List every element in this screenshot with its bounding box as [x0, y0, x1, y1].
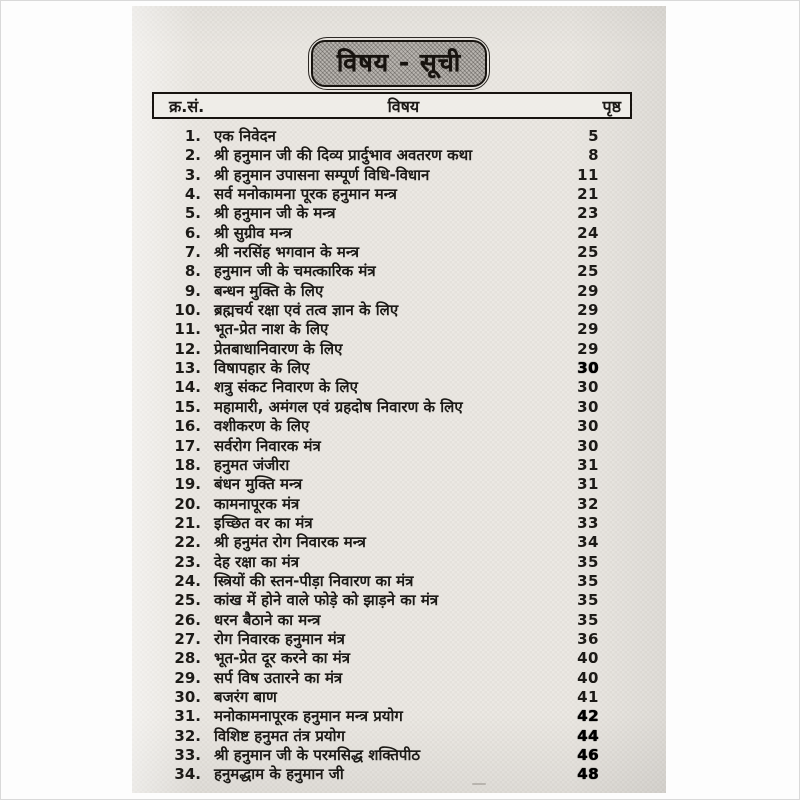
- header-serial-column: क्र.सं.: [169, 96, 205, 116]
- entry-subject: श्री हनुमंत रोग निवारक मन्त्र: [214, 533, 366, 552]
- entry-number: 17.: [174, 436, 201, 455]
- entry-number: 26.: [174, 610, 201, 629]
- entry-subject: बंधन मुक्ति मन्त्र: [214, 475, 303, 494]
- toc-entry: [132, 630, 666, 649]
- page-title: विषय - सूची: [311, 40, 487, 87]
- entry-page-number: 5: [588, 127, 599, 145]
- toc-entry: [132, 398, 666, 417]
- toc-entry: [132, 669, 666, 688]
- entry-page-number: 31: [577, 455, 599, 474]
- toc-entry: [132, 456, 666, 475]
- entry-number: 31.: [174, 707, 201, 726]
- entry-page-number: 23: [577, 204, 599, 223]
- toc-entry: [132, 166, 666, 185]
- entry-page-number: 25: [577, 262, 599, 281]
- entry-number: 12.: [174, 339, 201, 358]
- entry-subject: महामारी, अमंगल एवं ग्रहदोष निवारण के लिए: [214, 397, 463, 416]
- entry-page-number: 40: [577, 649, 599, 668]
- entry-subject: ब्रह्मचर्य रक्षा एवं तत्व ज्ञान के लिए: [214, 301, 399, 320]
- toc-entry: [132, 243, 666, 262]
- entry-subject: वशीकरण के लिए: [214, 417, 310, 436]
- entry-number: 21.: [174, 513, 201, 532]
- entry-number: 29.: [174, 668, 201, 687]
- entry-number: 8.: [184, 262, 201, 281]
- entry-subject: इच्छित वर का मंत्र: [214, 513, 313, 532]
- entry-page-number: 31: [577, 475, 599, 494]
- toc-entry: [132, 127, 666, 146]
- entry-number: 18.: [174, 455, 201, 474]
- entry-subject: श्री हनुमान जी के मन्त्र: [214, 204, 336, 223]
- entry-subject: विशिष्ट हनुमत तंत्र प्रयोग: [214, 726, 345, 745]
- header-page-column: पृष्ठ: [602, 96, 621, 116]
- entry-page-number: 8: [588, 146, 599, 165]
- entry-page-number: 29: [577, 320, 599, 339]
- entry-page-number: 35: [577, 552, 599, 571]
- entry-page-number: 29: [577, 339, 599, 358]
- entry-page-number: 42: [577, 707, 599, 726]
- entry-subject: मनोकामनापूरक हनुमान मन्त्र प्रयोग: [214, 707, 403, 726]
- toc-entry: [132, 572, 666, 591]
- entry-number: 16.: [174, 417, 201, 436]
- toc-entry: [132, 146, 666, 165]
- toc-entry: [132, 204, 666, 223]
- toc-header-row: [152, 92, 632, 119]
- entry-number: 13.: [174, 359, 201, 378]
- toc-entry: [132, 417, 666, 436]
- entry-number: 30.: [174, 687, 201, 706]
- entry-page-number: 29: [577, 301, 599, 320]
- entry-number: 25.: [174, 591, 201, 610]
- toc-entry: [132, 746, 666, 765]
- entry-page-number: 25: [577, 243, 599, 262]
- toc-entry: [132, 320, 666, 339]
- toc-entry: [132, 359, 666, 378]
- entry-subject: श्री हनुमान जी की दिव्य प्रार्दुभाव अवतरण कथा: [214, 146, 473, 165]
- entry-subject: एक निवेदन: [214, 127, 276, 145]
- toc-entry: [132, 707, 666, 726]
- entry-number: 14.: [174, 378, 201, 397]
- entry-page-number: 34: [577, 533, 599, 552]
- toc-entry: [132, 340, 666, 359]
- toc-entry: [132, 301, 666, 320]
- entry-page-number: 24: [577, 223, 599, 242]
- entry-subject: भूत-प्रेत नाश के लिए: [214, 320, 329, 339]
- toc-entry: [132, 611, 666, 630]
- entry-subject: देह रक्षा का मंत्र: [214, 552, 300, 571]
- entry-number: 32.: [174, 726, 201, 745]
- entry-number: 24.: [174, 571, 201, 590]
- toc-entry: [132, 688, 666, 707]
- entry-subject: बजरंग बाण: [214, 687, 277, 706]
- entry-number: 28.: [174, 649, 201, 668]
- entry-page-number: 44: [577, 726, 599, 745]
- entry-number: 2.: [184, 146, 201, 165]
- toc-list: [132, 127, 666, 785]
- book-page: [132, 6, 666, 793]
- entry-page-number: 35: [577, 610, 599, 629]
- toc-entry: [132, 553, 666, 572]
- entry-subject: सर्वरोग निवारक मंत्र: [214, 436, 321, 455]
- title-badge: [308, 37, 490, 90]
- entry-subject: प्रेतबाधानिवारण के लिए: [214, 339, 343, 358]
- toc-entry: [132, 591, 666, 610]
- entry-page-number: 30: [577, 397, 599, 416]
- toc-entry: [132, 765, 666, 784]
- entry-number: 1.: [184, 127, 201, 145]
- entry-subject: सर्व मनोकामना पूरक हनुमान मन्त्र: [214, 185, 397, 204]
- entry-page-number: 30: [577, 436, 599, 455]
- toc-entry: [132, 495, 666, 514]
- entry-page-number: 30: [577, 417, 599, 436]
- entry-page-number: 33: [577, 513, 599, 532]
- entry-subject: रोग निवारक हनुमान मंत्र: [214, 629, 345, 648]
- entry-page-number: 35: [577, 571, 599, 590]
- toc-entry: [132, 282, 666, 301]
- entry-page-number: 21: [577, 185, 599, 204]
- header-subject-column: विषय: [387, 96, 420, 116]
- toc-entry: [132, 224, 666, 243]
- title-area: [132, 37, 666, 90]
- entry-number: 34.: [174, 765, 201, 784]
- entry-number: 5.: [184, 204, 201, 223]
- entry-number: 27.: [174, 629, 201, 648]
- entry-subject: स्त्रियों की स्तन-पीड़ा निवारण का मंत्र: [214, 571, 414, 590]
- entry-page-number: 41: [577, 687, 599, 706]
- entry-number: 4.: [184, 185, 201, 204]
- toc-entry: [132, 262, 666, 281]
- entry-subject: श्री हनुमान उपासना सम्पूर्ण विधि-विधान: [214, 165, 430, 184]
- entry-page-number: 30: [577, 378, 599, 397]
- entry-number: 20.: [174, 494, 201, 513]
- toc-entry: [132, 727, 666, 746]
- entry-subject: शत्रु संकट निवारण के लिए: [214, 378, 358, 397]
- toc-entry: [132, 437, 666, 456]
- entry-number: 15.: [174, 397, 201, 416]
- entry-number: 3.: [184, 165, 201, 184]
- entry-subject: कांख में होने वाले फोड़े को झाड़ने का मंत्र: [214, 591, 439, 610]
- toc-entry: [132, 378, 666, 397]
- entry-number: 7.: [184, 243, 201, 262]
- entry-subject: हनुमत जंजीरा: [214, 455, 290, 474]
- entry-number: 9.: [184, 281, 201, 300]
- entry-subject: हनुमद्धाम के हनुमान जी: [214, 765, 344, 784]
- entry-page-number: 11: [577, 165, 599, 184]
- entry-subject: श्री नरसिंह भगवान के मन्त्र: [214, 243, 360, 262]
- entry-subject: सर्प विष उतारने का मंत्र: [214, 668, 343, 687]
- entry-number: 11.: [174, 320, 201, 339]
- entry-subject: कामनापूरक मंत्र: [214, 494, 300, 513]
- entry-page-number: 30: [577, 359, 599, 378]
- entry-number: 6.: [184, 223, 201, 242]
- toc-entry: [132, 475, 666, 494]
- toc-entry: [132, 533, 666, 552]
- toc-entry: [132, 514, 666, 533]
- entry-number: 23.: [174, 552, 201, 571]
- entry-page-number: 32: [577, 494, 599, 513]
- scan-smudge: [472, 783, 486, 785]
- entry-number: 33.: [174, 746, 201, 764]
- entry-page-number: 48: [577, 765, 599, 784]
- entry-subject: श्री सुग्रीव मन्त्र: [214, 223, 292, 242]
- entry-page-number: 40: [577, 668, 599, 687]
- entry-subject: भूत-प्रेत दूर करने का मंत्र: [214, 649, 351, 668]
- entry-number: 10.: [174, 301, 201, 320]
- entry-number: 22.: [174, 533, 201, 552]
- entry-page-number: 36: [577, 629, 599, 648]
- entry-subject: हनुमान जी के चमत्कारिक मंत्र: [214, 262, 376, 281]
- entry-subject: विषापहार के लिए: [214, 359, 310, 378]
- toc-entry: [132, 649, 666, 668]
- toc-entry: [132, 185, 666, 204]
- entry-subject: बन्धन मुक्ति के लिए: [214, 281, 324, 300]
- entry-subject: धरन बैठाने का मन्त्र: [214, 610, 321, 629]
- entry-page-number: 46: [577, 746, 599, 764]
- entry-page-number: 35: [577, 591, 599, 610]
- entry-number: 19.: [174, 475, 201, 494]
- entry-page-number: 29: [577, 281, 599, 300]
- entry-subject: श्री हनुमान जी के परमसिद्ध शक्तिपीठ: [214, 746, 421, 764]
